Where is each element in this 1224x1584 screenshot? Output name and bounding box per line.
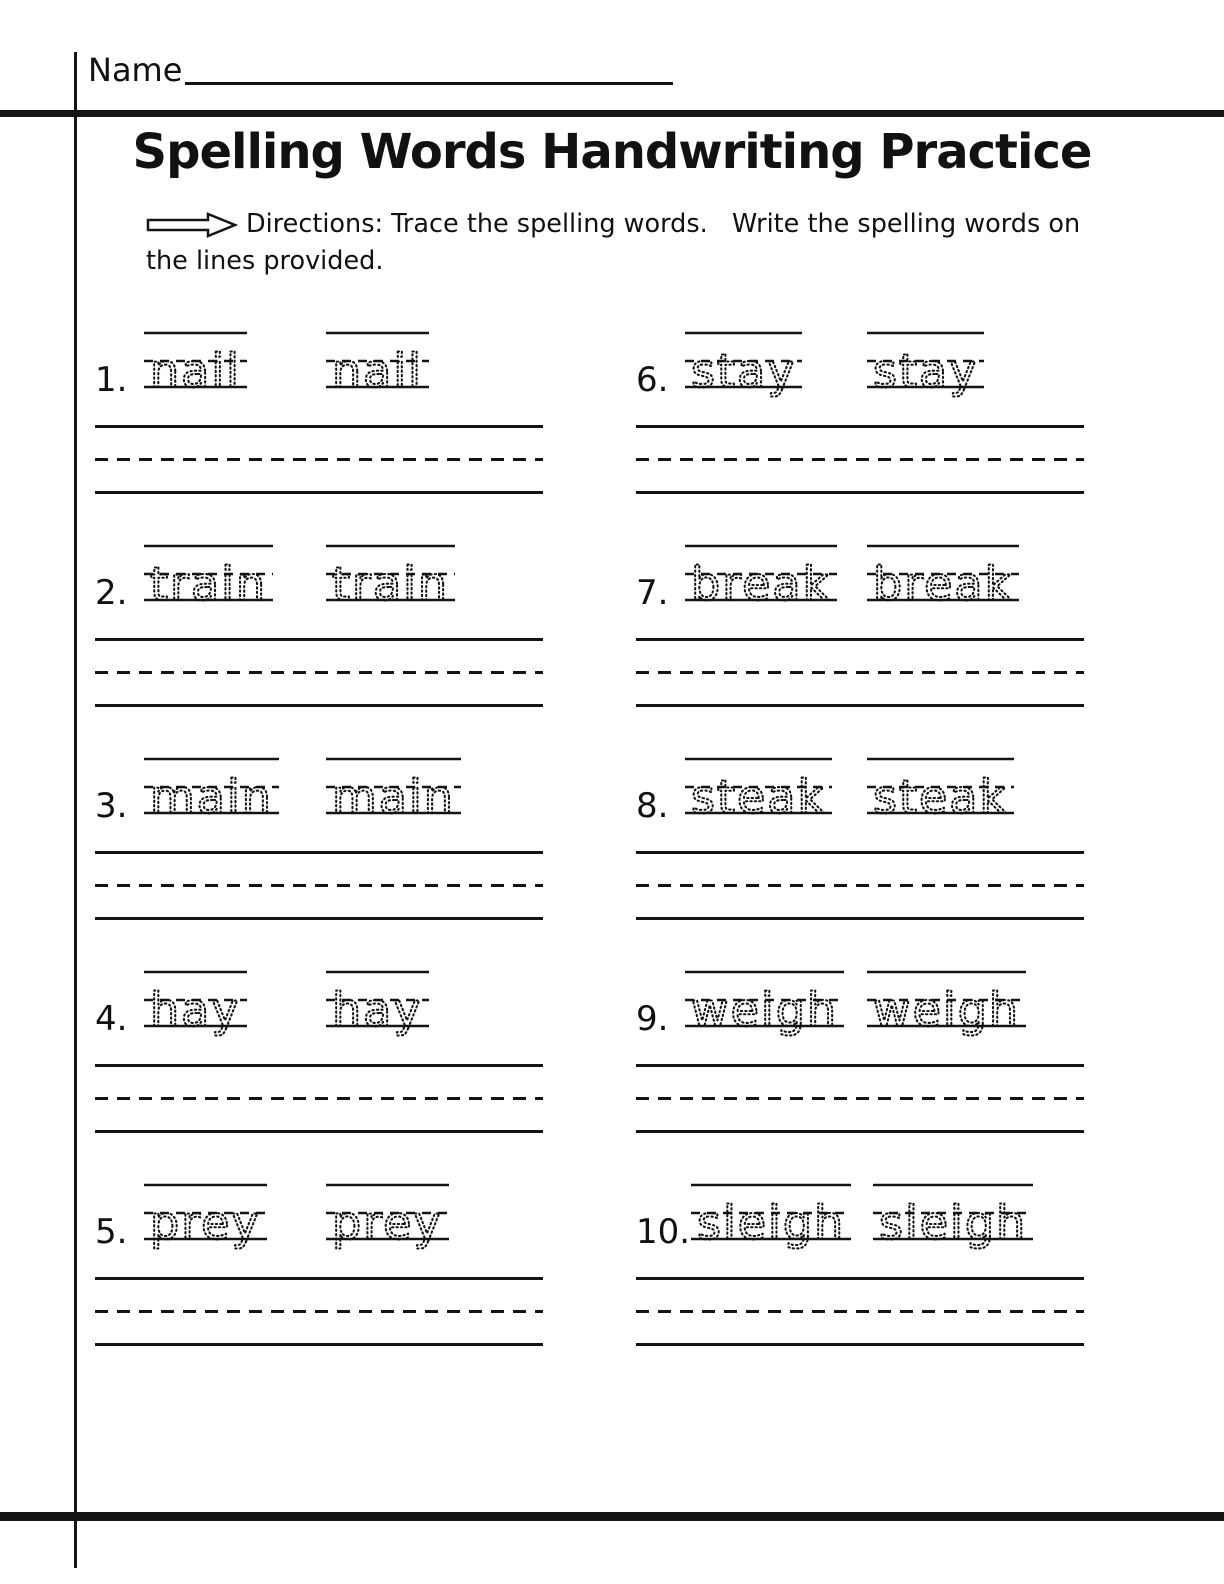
writing-line-dashed (636, 458, 1084, 461)
trace-row (95, 315, 543, 409)
right-arrow-icon (146, 211, 238, 239)
name-blank-line (185, 82, 673, 85)
trace-unit-slot (325, 1181, 507, 1261)
writing-line-dashed (95, 671, 543, 674)
word-items-grid (95, 315, 1084, 1380)
trace-unit-slot (690, 1181, 872, 1261)
item-number: 7. (636, 573, 669, 613)
writing-line-dashed (95, 1097, 543, 1100)
writing-line-solid (95, 917, 543, 920)
writing-line-solid (636, 1277, 1084, 1280)
trace-word-text: break (691, 557, 832, 611)
trace-word-text: main (332, 770, 455, 824)
writing-line-solid (636, 1130, 1084, 1133)
trace-row (636, 315, 1084, 409)
writing-line-solid (95, 1064, 543, 1067)
items-column-right (636, 315, 1084, 1380)
trace-word-text: nail (150, 344, 241, 398)
writing-line-dashed (636, 1310, 1084, 1313)
trace-word (143, 329, 248, 409)
trace-word (866, 968, 1027, 1048)
trace-row (636, 741, 1084, 835)
trace-unit-slot (325, 968, 507, 1048)
trace-row (95, 741, 543, 835)
trace-word (325, 1181, 450, 1261)
trace-word-text: hay (150, 983, 241, 1037)
directions-text-2: the lines provided. (146, 246, 384, 276)
trace-word (684, 542, 838, 622)
trace-word (684, 968, 845, 1048)
trace-unit-slot (325, 755, 507, 835)
item-number: 2. (95, 573, 128, 613)
trace-word-text: steak (691, 770, 827, 824)
item-number: 3. (95, 786, 128, 826)
trace-unit-slot (684, 329, 866, 409)
trace-word (690, 1181, 852, 1261)
trace-word (143, 968, 248, 1048)
trace-unit-slot (866, 968, 1048, 1048)
trace-word (143, 1181, 268, 1261)
item-number: 10. (636, 1212, 691, 1252)
writing-line-dashed (636, 671, 1084, 674)
trace-word-text: main (150, 770, 273, 824)
word-item (95, 315, 543, 528)
trace-row (636, 954, 1084, 1048)
trace-row (636, 1167, 1084, 1261)
writing-line-solid (636, 704, 1084, 707)
writing-line-solid (636, 917, 1084, 920)
trace-word-text: sleigh (879, 1196, 1028, 1250)
writing-lines (636, 851, 1084, 920)
trace-word-text: stay (873, 344, 979, 398)
trace-word (143, 542, 274, 622)
writing-line-solid (95, 491, 543, 494)
trace-word (872, 1181, 1034, 1261)
writing-line-solid (636, 851, 1084, 854)
writing-line-solid (95, 638, 543, 641)
trace-row (95, 1167, 543, 1261)
word-item (636, 741, 1084, 954)
trace-row (95, 528, 543, 622)
writing-lines (95, 851, 543, 920)
item-number: 5. (95, 1212, 128, 1252)
directions-block (146, 206, 1106, 280)
items-column-left (95, 315, 543, 1380)
writing-line-solid (95, 1277, 543, 1280)
writing-line-solid (95, 851, 543, 854)
trace-word-text: steak (873, 770, 1009, 824)
trace-word (866, 542, 1020, 622)
trace-unit-slot (684, 542, 866, 622)
word-item (636, 954, 1084, 1167)
trace-unit-slot (325, 329, 507, 409)
trace-unit-slot (866, 755, 1048, 835)
trace-word (684, 755, 833, 835)
trace-word-text: sleigh (697, 1196, 846, 1250)
word-item (636, 1167, 1084, 1380)
trace-word-text: train (150, 557, 268, 611)
trace-word-text: weigh (691, 983, 839, 1037)
trace-word-text: stay (691, 344, 797, 398)
trace-word-text: hay (332, 983, 423, 1037)
word-item (95, 954, 543, 1167)
trace-row (636, 528, 1084, 622)
word-item (636, 528, 1084, 741)
bottom-rule (0, 1512, 1224, 1521)
name-row (88, 50, 673, 90)
item-number: 6. (636, 360, 669, 400)
trace-unit-slot (143, 1181, 325, 1261)
writing-line-solid (636, 638, 1084, 641)
directions-label: Directions: (246, 209, 384, 239)
writing-lines (636, 1277, 1084, 1346)
writing-line-solid (636, 1064, 1084, 1067)
trace-unit-slot (684, 968, 866, 1048)
trace-unit-slot (143, 542, 325, 622)
trace-word (684, 329, 803, 409)
word-item (95, 1167, 543, 1380)
trace-unit-slot (866, 329, 1048, 409)
top-rule (0, 110, 1224, 117)
word-item (95, 528, 543, 741)
trace-unit-slot (866, 542, 1048, 622)
trace-word-text: break (873, 557, 1014, 611)
directions-text-1: Trace the spelling words. Write the spelling words on (391, 209, 1081, 239)
writing-line-dashed (95, 458, 543, 461)
trace-word-text: prey (332, 1196, 443, 1250)
trace-unit-slot (872, 1181, 1054, 1261)
trace-unit-slot (684, 755, 866, 835)
item-number: 4. (95, 999, 128, 1039)
trace-word-text: train (332, 557, 450, 611)
word-item (636, 315, 1084, 528)
word-item (95, 741, 543, 954)
writing-lines (636, 638, 1084, 707)
writing-line-dashed (95, 1310, 543, 1313)
writing-line-solid (636, 1343, 1084, 1346)
writing-lines (636, 425, 1084, 494)
writing-line-dashed (636, 884, 1084, 887)
trace-word-text: nail (332, 344, 423, 398)
writing-line-solid (95, 704, 543, 707)
trace-unit-slot (143, 329, 325, 409)
left-margin-line (74, 52, 77, 1568)
item-number: 8. (636, 786, 669, 826)
trace-unit-slot (143, 968, 325, 1048)
trace-word-text: prey (150, 1196, 261, 1250)
writing-lines (95, 638, 543, 707)
page-title: Spelling Words Handwriting Practice (132, 124, 1092, 180)
trace-word (866, 329, 985, 409)
writing-line-dashed (636, 1097, 1084, 1100)
writing-line-solid (636, 425, 1084, 428)
writing-line-solid (95, 425, 543, 428)
item-number: 1. (95, 360, 128, 400)
writing-line-dashed (95, 884, 543, 887)
trace-word (325, 329, 430, 409)
writing-line-solid (95, 1343, 543, 1346)
writing-lines (636, 1064, 1084, 1133)
trace-row (95, 954, 543, 1048)
item-number: 9. (636, 999, 669, 1039)
trace-word (325, 968, 430, 1048)
writing-lines (95, 1277, 543, 1346)
directions-line1 (146, 206, 1106, 243)
writing-line-solid (636, 491, 1084, 494)
trace-word (866, 755, 1015, 835)
trace-word (143, 755, 280, 835)
name-label: Name (88, 51, 183, 89)
writing-line-solid (95, 1130, 543, 1133)
writing-lines (95, 1064, 543, 1133)
writing-lines (95, 425, 543, 494)
trace-word (325, 542, 456, 622)
trace-word-text: weigh (873, 983, 1021, 1037)
trace-unit-slot (325, 542, 507, 622)
trace-word (325, 755, 462, 835)
trace-unit-slot (143, 755, 325, 835)
